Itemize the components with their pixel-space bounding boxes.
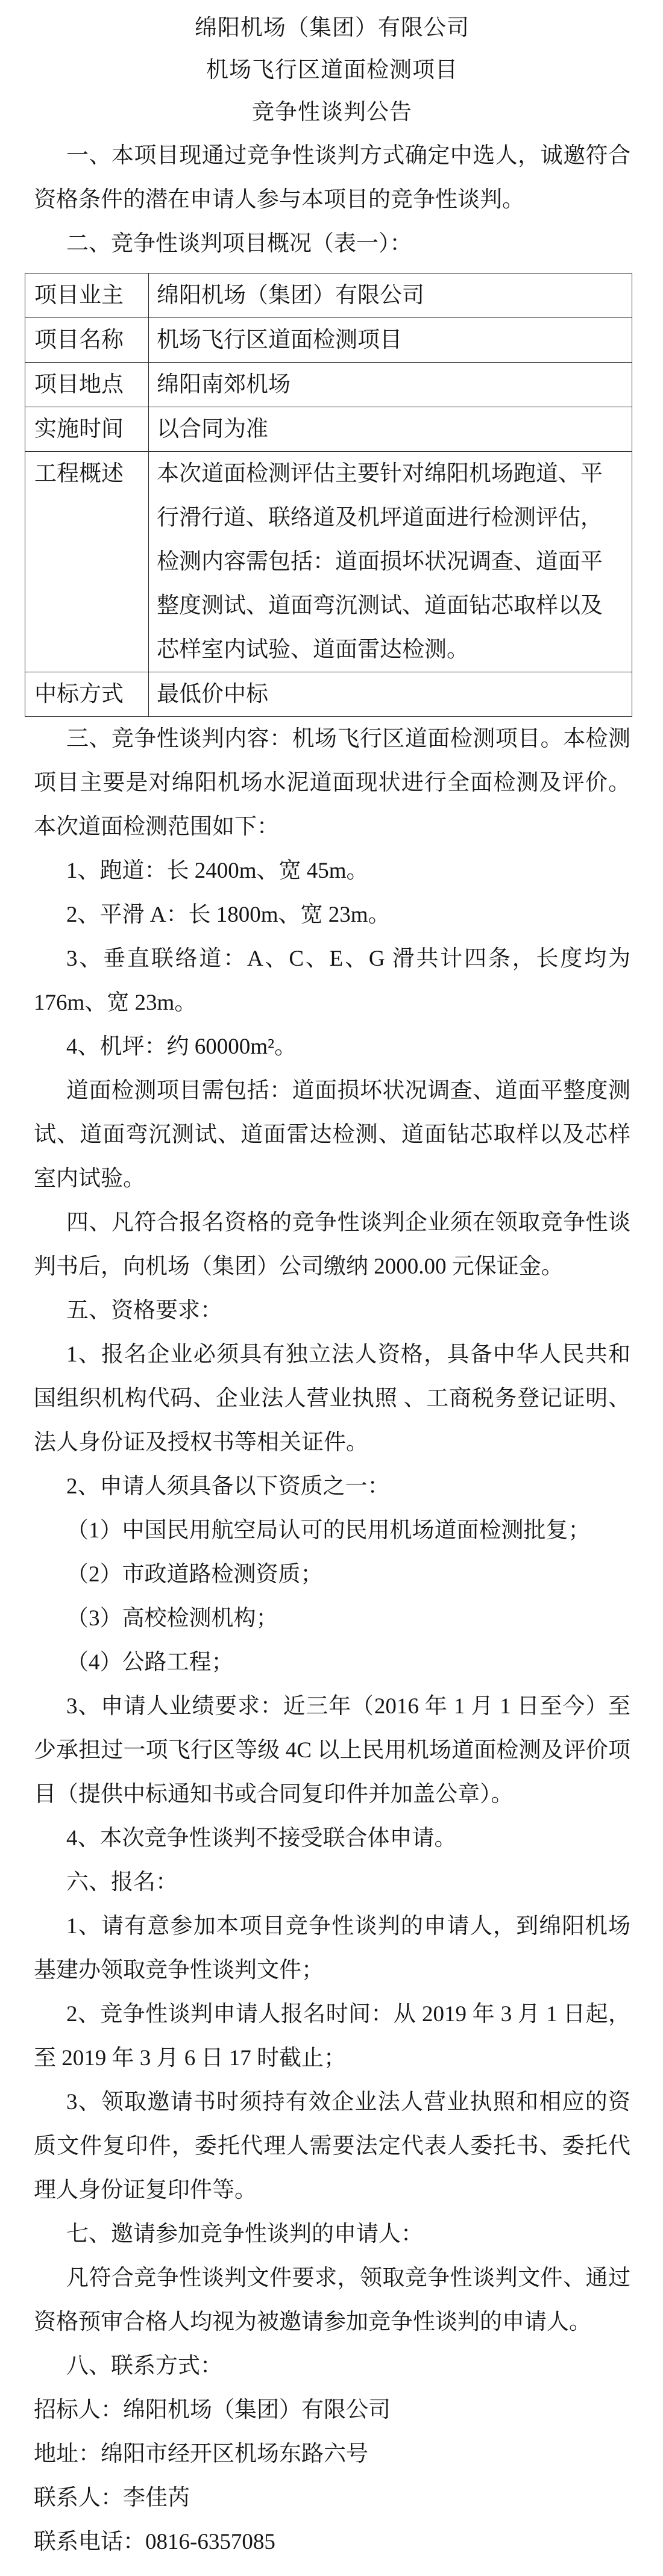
- heading-section5-qualifications: 五、资格要求：: [66, 1298, 222, 1323]
- doc-title-project: 机场飞行区道面检测项目: [206, 58, 458, 83]
- para-registration-2-dates: 2、竞争性谈判申请人报名时间：从 2019 年 3 月 1 日起，至 2019 年 3 月 6 日 17 时截止；: [34, 2002, 630, 2071]
- para-intro: 一、本项目现通过竞争性谈判方式确定中选人，诚邀符合资格条件的潜在申请人参与本项目的竞争性谈判。: [34, 143, 630, 212]
- row-value-location: 绵阳南郊机场: [149, 363, 632, 407]
- project-overview-table: [25, 273, 632, 717]
- row-value-schedule: 以合同为准: [149, 407, 632, 452]
- row-value-scope: 本次道面检测评估主要针对绵阳机场跑道、平行滑行道、联络道及机坪道面进行检测评估，检测内容需包括：道面损坏状况调查、道面平整度测试、道面弯沉测试、道面钻芯取样以及芯样室内试验、道面雷达检测。: [149, 452, 632, 672]
- heading-section2-overview: 二、竞争性谈判项目概况（表一）：: [66, 231, 412, 256]
- table-row-location: [25, 363, 632, 407]
- doc-title-announcement-type: 竞争性谈判公告: [252, 100, 412, 125]
- row-value-award-method: 最低价中标: [149, 672, 632, 717]
- row-label-scope: 工程概述: [25, 452, 149, 672]
- list-item-taxiway-a: 2、平滑 A：长 1800m、宽 23m。: [66, 902, 391, 927]
- para-inspection-items: 道面检测项目需包括：道面损坏状况调查、道面平整度测试、道面弯沉测试、道面雷达检测、道面钻芯取样以及芯样室内试验。: [34, 1078, 630, 1191]
- list-item-municipal-road: （2）市政道路检测资质；: [66, 1562, 323, 1587]
- row-label-owner: 项目业主: [25, 274, 149, 318]
- para-registration-1: 1、请有意参加本项目竞争性谈判的申请人，到绵阳机场基建办领取竞争性谈判文件；: [34, 1914, 630, 1983]
- contact-address: 地址：绵阳市经开区机场东路六号: [34, 2442, 368, 2466]
- para-qualification-1: 1、报名企业必须具有独立法人资格，具备中华人民共和国组织机构代码、企业法人营业执照 、工商税务登记证明、法人身份证及授权书等相关证件。: [34, 1342, 630, 1455]
- list-item-connector-taxiways: 3、垂直联络道：A、C、E、G 滑共计四条，长度均为 176m、宽 23m。: [34, 946, 630, 1015]
- list-item-caac-approval: （1）中国民用航空局认可的民用机场道面检测批复；: [66, 1518, 591, 1543]
- para-qualification-3-track-record: 3、申请人业绩要求：近三年（2016 年 1 月 1 日至今）至少承担过一项飞行区等级 4C 以上民用机场道面检测及评价项目（提供中标通知书或合同复印件并加盖公章）。: [34, 1694, 630, 1807]
- heading-section6-registration: 六、报名：: [66, 1870, 178, 1895]
- para-qualification-2: 2、申请人须具备以下资质之一：: [66, 1474, 390, 1499]
- list-item-university-institute: （3）高校检测机构；: [66, 1606, 278, 1631]
- table-row-award-method: [25, 672, 632, 717]
- contact-bidder: 招标人：绵阳机场（集团）有限公司: [34, 2398, 391, 2422]
- row-label-project-name: 项目名称: [25, 318, 149, 363]
- table-row-owner: [25, 274, 632, 318]
- list-item-runway: 1、跑道：长 2400m、宽 45m。: [66, 858, 369, 883]
- heading-section8-contact: 八、联系方式：: [66, 2354, 222, 2378]
- table-row-scope: [25, 452, 632, 672]
- row-value-project-name: 机场飞行区道面检测项目: [149, 318, 632, 363]
- row-label-award-method: 中标方式: [25, 672, 149, 717]
- row-value-owner: 绵阳机场（集团）有限公司: [149, 274, 632, 318]
- row-label-schedule: 实施时间: [25, 407, 149, 452]
- table-row-project-name: [25, 318, 632, 363]
- para-section4-deposit: 四、凡符合报名资格的竞争性谈判企业须在领取竞争性谈判书后，向机场（集团）公司缴纳 2000.00 元保证金。: [34, 1210, 630, 1279]
- para-invitees-note: 凡符合竞争性谈判文件要求，领取竞争性谈判文件、通过资格预审合格人均视为被邀请参加竞争性谈判的申请人。: [34, 2266, 630, 2334]
- list-item-apron: 4、机坪：约 60000m²。: [66, 1034, 297, 1059]
- list-item-highway-engineering: （4）公路工程；: [66, 1650, 234, 1675]
- para-registration-3-documents: 3、领取邀请书时须持有效企业法人营业执照和相应的资质文件复印件，委托代理人需要法定代表人委托书、委托代理人身份证复印件等。: [34, 2090, 630, 2202]
- doc-title-company: 绵阳机场（集团）有限公司: [195, 16, 470, 40]
- para-section3-content: 三、竞争性谈判内容：机场飞行区道面检测项目。本检测项目主要是对绵阳机场水泥道面现状进行全面检测及评价。本次道面检测范围如下：: [34, 727, 630, 839]
- contact-person: 联系人：李佳芮: [34, 2486, 190, 2510]
- para-qualification-4-no-consortium: 4、本次竞争性谈判不接受联合体申请。: [66, 1826, 457, 1851]
- row-label-location: 项目地点: [25, 363, 149, 407]
- table-row-schedule: [25, 407, 632, 452]
- contact-phone: 联系电话：0816-6357085: [34, 2530, 275, 2554]
- heading-section7-invitees: 七、邀请参加竞争性谈判的申请人：: [66, 2222, 423, 2246]
